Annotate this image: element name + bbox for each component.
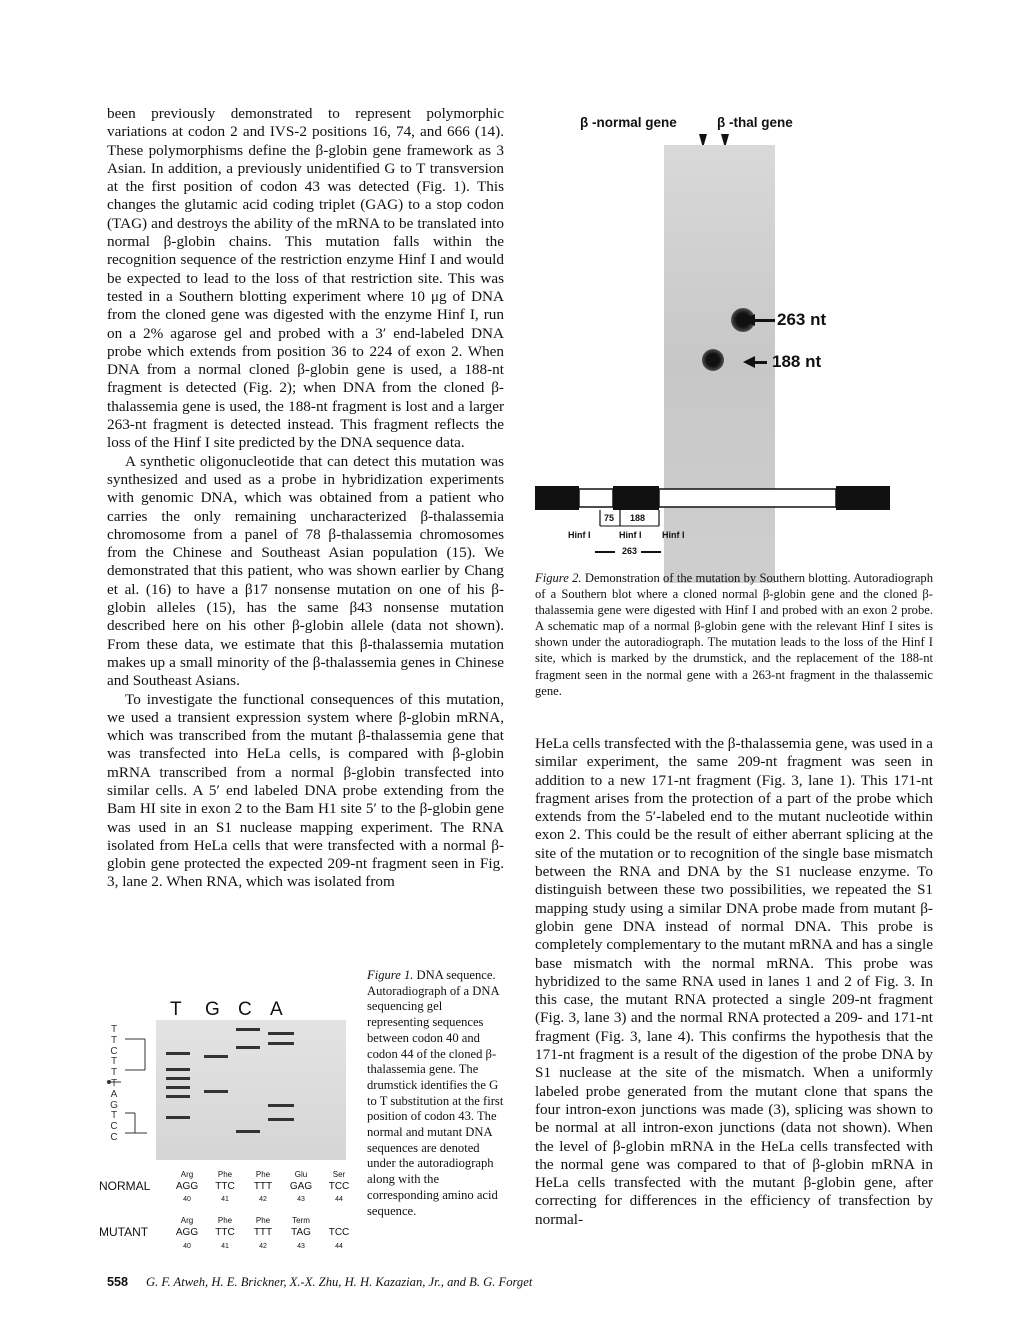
arrow-188-icon xyxy=(753,361,767,364)
seq-base: C xyxy=(110,1121,118,1133)
aa-cell: Arg xyxy=(180,1216,194,1225)
author-line: G. F. Atweh, H. E. Brickner, X.-X. Zhu, H. H. Kazazian, Jr., and B. G. Forget xyxy=(146,1275,533,1289)
label-188-nt: 188 nt xyxy=(772,352,822,371)
figure-2-caption-title: Figure 2. xyxy=(535,571,582,585)
gel-band xyxy=(166,1068,190,1071)
map-label-263: 263 xyxy=(622,546,638,556)
seq-base: T xyxy=(110,1067,118,1079)
seq-base: T xyxy=(110,1034,118,1046)
label-263-nt: 263 nt xyxy=(777,310,827,329)
lane-letter-g: G xyxy=(205,999,220,1020)
left-paragraph-2: A synthetic oligonucleotide that can detect this mutation was synthesized and used as a probe in hybridization experiments with genomic DNA, which was obtained from a patient who carries the only remaining uncharacterized β-thalassemia chromosome from a panel of 78 β-thalassemia chromosomes from the Chinese and Southeast Asian population (15). We demonstrated that this patient, who was shown earlier by Chang et al. (16) to have a β17 nonsense mutation on one of his β-globin alleles (15), has the same β43 nonsense mutation described here on his other β-globin allele (data not shown). From these data, we estimate that this β-thalassemia mutation makes up a small minority of the β-thalassemia genes in Chinese and Southeast Asians. xyxy=(107,452,504,690)
codon-cell: TCC xyxy=(328,1227,350,1238)
map-label-75: 75 xyxy=(604,513,615,523)
arrow-263-icon xyxy=(753,319,775,322)
figure-1-caption xyxy=(367,968,504,1219)
gel-band xyxy=(166,1116,190,1119)
num-cell: 44 xyxy=(335,1243,343,1250)
aa-cell: Term xyxy=(292,1216,310,1225)
seq-base: T xyxy=(110,1110,118,1122)
codon-cell: TAG xyxy=(291,1227,311,1238)
gel-band xyxy=(268,1118,294,1121)
gel-band xyxy=(236,1028,260,1031)
gel-band xyxy=(268,1032,294,1035)
lane-letter-t: T xyxy=(170,999,182,1020)
figure-2 xyxy=(535,110,935,570)
gel-band xyxy=(236,1046,260,1049)
lane-letter-a: A xyxy=(270,999,283,1020)
aa-cell: Phe xyxy=(255,1216,271,1225)
map-label-hinf-2: Hinf I xyxy=(619,530,642,540)
page-number: 558 xyxy=(107,1275,129,1289)
label-normal-gene: β -normal gene xyxy=(580,115,677,130)
seq-base: T xyxy=(110,1024,118,1035)
seq-base: A xyxy=(110,1088,118,1100)
gel-band xyxy=(204,1090,228,1093)
num-cell: 44 xyxy=(335,1196,343,1203)
aa-cell: Phe xyxy=(217,1216,233,1225)
num-cell: 41 xyxy=(221,1196,229,1203)
codon-cell: GAG xyxy=(289,1181,313,1192)
seq-base: T xyxy=(110,1056,118,1068)
figure-2-caption-text: Demonstration of the mutation by Southern blotting. Autoradiograph of a Southern blot where a cloned normal β-globin gene and the cloned β-thalassemia gene were digested with Hinf I and probed with an exon 2 probe. A schematic map of a normal β-globin gene with the relevant Hinf I sites is shown under the autoradiograph. The mutation leads to the loss of the Hinf I site, which is marked by the drumstick, and the replacement of the 188-nt fragment seen in the normal gene with a 263-nt fragment in the thalassemic gene. xyxy=(535,571,933,698)
num-cell: 40 xyxy=(183,1243,191,1250)
label-thal-gene: β -thal gene xyxy=(717,115,793,130)
sequencing-gel xyxy=(156,1020,346,1160)
num-cell: 42 xyxy=(259,1243,267,1250)
map-label-188: 188 xyxy=(630,513,646,523)
map-label-hinf-1: Hinf I xyxy=(568,530,591,540)
band-188 xyxy=(702,349,724,371)
gel-band xyxy=(166,1095,190,1098)
seq-base: G xyxy=(110,1099,118,1111)
seq-base: T xyxy=(110,1077,118,1089)
page-footer xyxy=(107,1275,532,1290)
figure-1-caption-title: Figure 1. xyxy=(367,968,414,982)
aa-cell: Phe xyxy=(217,1170,233,1179)
right-column xyxy=(535,735,933,1229)
gel-band xyxy=(268,1042,294,1045)
codon-cell: TCC xyxy=(328,1181,350,1192)
codon-cell: TTC xyxy=(215,1181,235,1192)
gel-band xyxy=(204,1055,228,1058)
num-cell: 42 xyxy=(259,1196,267,1203)
sequence-bracket-drumstick xyxy=(107,1015,157,1150)
left-paragraph-1: been previously demonstrated to represent polymorphic variations at codon 2 and IVS-2 positions 16, 74, and 666 (14). These polymorphisms define the β-globin gene framework as 3 Asian. In addition, a previously unidentified G to T transversion at the first position of codon 43 was detected (Fig. 1). This changes the glutamic acid coding triplet (GAG) to a stop codon (TAG) and destroys the ability of the mRNA to be translated into normal β-globin chains. This mutation falls within the recognition sequence of the restriction enzyme Hinf I and would be expected to lead to the loss of that restriction site. This was tested in a Southern blotting experiment where 10 μg of DNA from the cloned gene was digested with the enzyme Hinf I, run on a 2% agarose gel and probed with a 3′ end-labeled DNA probe which extends from position 36 to 224 of exon 2. When DNA from a normal cloned β-globin gene is used, a 188-nt fragment is detected (Fig. 2); when DNA from the cloned β-thalassemia gene is used, the 188-nt fragment is lost and a larger 263-nt fragment is detected instead. This fragment reflects the loss of the Hinf I site predicted by the DNA sequence data. xyxy=(107,105,504,452)
figure-2-caption xyxy=(535,570,933,699)
num-cell: 40 xyxy=(183,1196,191,1203)
map-label-hinf-3: Hinf I xyxy=(662,530,685,540)
codon-cell: TTT xyxy=(253,1227,273,1238)
aa-cell: Ser xyxy=(332,1170,346,1179)
num-cell: 43 xyxy=(297,1243,305,1250)
codon-cell: AGG xyxy=(175,1181,199,1192)
aa-cell: Glu xyxy=(294,1170,308,1179)
lane-letter-c: C xyxy=(238,999,252,1020)
gel-band xyxy=(166,1077,190,1080)
mutant-label: MUTANT xyxy=(99,1225,149,1239)
left-paragraph-3: To investigate the functional consequences of this mutation, we used a transient expression system where β-globin mRNA, which was transcribed from the mutant β-thalassemia gene that was transfected into HeLa cells, is compared with β-globin mRNA transcribed from a normal β-globin transfected into similar cells. A 5′ end labeled DNA probe extending from the Bam HI site in exon 2 to the Bam H1 site 5′ to the β-globin gene was used in an S1 nuclease mapping experiment. The RNA isolated from HeLa cells that were transfected with a normal β-globin gene protected the expected 209-nt fragment seen in Fig. 3, lane 2. When RNA, which was isolated from xyxy=(107,690,504,891)
codon-cell: TTC xyxy=(215,1227,235,1238)
figure-1 xyxy=(99,995,362,1260)
normal-label: NORMAL xyxy=(99,1179,151,1193)
gel-band xyxy=(268,1104,294,1107)
figure-1-caption-text: DNA sequence. Autoradiograph of a DNA sequencing gel representing sequences between codon 40 and codon 44 of the cloned β-thalassemia gene. The drumstick identifies the G to T substitution at the first position of codon 43. The normal and mutant DNA sequences are denoted under the autoradiograph along with the corresponding amino acid sequence. xyxy=(367,968,504,1218)
seq-base: C xyxy=(110,1131,118,1143)
num-cell: 43 xyxy=(297,1196,305,1203)
codon-cell: TTT xyxy=(253,1181,273,1192)
codon-cell: AGG xyxy=(175,1227,199,1238)
gel-band xyxy=(166,1086,190,1089)
gel-band xyxy=(166,1052,190,1055)
right-paragraph-1: HeLa cells transfected with the β-thalassemia gene, was used in a similar experiment, the same 209-nt fragment was seen in addition to a new 171-nt fragment (Fig. 3, lane 1). This 171-nt fragment arises from the protection of a part of the probe which extends from the 5′-labeled end to the mutant nucleotide within exon 2. This could be the result of either aberrant splicing at the site of the mutation or to recognition of the single base mismatch between the RNA and DNA by the S1 nuclease enzyme. To distinguish between these two possibilities, we repeated the S1 mapping study using a similar DNA probe made from mutant β-globin gene DNA instead of normal DNA. This probe is completely complementary to the mutant mRNA and has a single base mismatch with the normal mRNA. This probe was hybridized to the same RNA used in lanes 1 and 2 of Fig. 3. In this case, the mutant RNA protected a single 209-nt fragment (Fig. 3, lane 3) and the normal RNA protected a 209- and 171-nt fragment (Fig. 3, lane 4). This confirms the hypothesis that the 171-nt fragment is a result of the digestion of the probe DNA by S1 nuclease at the site of the mismatch. When a uniformly labeled probe generated from the mutant clone that spans the four intron-exon junctions was made (3), splicing was shown to be normal at all intron-exon junctions (data not shown). When the level of β-globin mRNA in the HeLa cells transfected with the normal gene was compared to that of β-globin mRNA in HeLa cells transfected with the mutant β-globin gene, after correcting for differences in the efficiency of transfection by normal- xyxy=(535,735,933,1228)
aa-cell: Phe xyxy=(255,1170,271,1179)
seq-base: C xyxy=(110,1045,118,1057)
aa-cell: Arg xyxy=(180,1170,194,1179)
gel-band xyxy=(236,1130,260,1133)
left-column xyxy=(107,105,504,892)
num-cell: 41 xyxy=(221,1243,229,1250)
